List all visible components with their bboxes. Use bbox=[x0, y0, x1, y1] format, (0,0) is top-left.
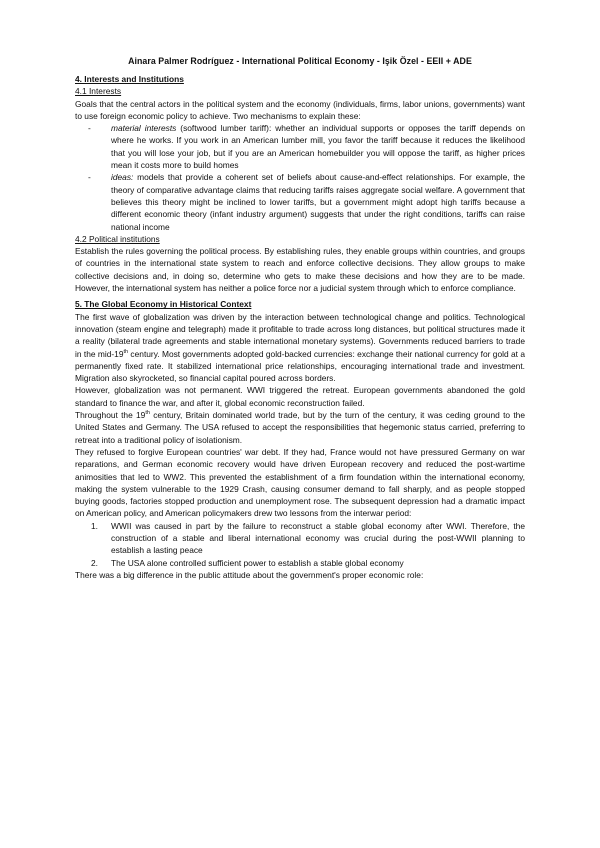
dash-bullet: - bbox=[88, 123, 91, 134]
list-item bbox=[75, 520, 525, 557]
list-item bbox=[75, 557, 525, 569]
material-interests-text: (softwood lumber tariff): whether an individual supports or opposes the tariff depends on where he works. If you work in an American lumber mill, you favor the tariff because it reduces the likelihood that you will lose your job, but if you are an American homebuilder you will oppose the tariff, as higher prices mean it costs more to build homes bbox=[111, 123, 526, 171]
political-institutions-text: Establish the rules governing the political process. By establishing rules, they enable groups within countries, and groups of countries in the international state system to reach and enforce collective decisions. They allow groups to make collective decisions and, in doing so, determine who gets to make these decisions and how they are to be made. However, the international system has neither a police force nor a judicial system through which to enforce compliance. bbox=[75, 246, 525, 294]
interests-intro: Goals that the central actors in the political system and the economy (individuals, firms, labor unions, governments) want to use foreign economic policy to achieve. Two mechanisms to explain these: bbox=[75, 98, 525, 121]
term-material-interests: material interests bbox=[111, 123, 177, 134]
list-item-text: WWII was caused in part by the failure to reconstruct a stable global economy after WWI. Therefore, the construction of a stable and liberal international economy was crucial during the post-WWII planning to establish a lasting peace bbox=[111, 520, 525, 556]
subsection-4-2-heading: 4.2 Political institutions bbox=[75, 233, 160, 244]
section-4-heading: 4. Interests and Institutions bbox=[75, 74, 184, 84]
term-ideas: ideas: bbox=[111, 172, 134, 183]
list-item-text: The USA alone controlled sufficient power to establish a stable global economy bbox=[111, 557, 404, 568]
war-debt-paragraph: They refused to forgive European countries' war debt. If they had, France would not have pressured Germany on war reparations, and German economic recovery would have driven European recovery and reduced the post-wartime animosities that led to WW2. This prevented the establishment of a firm foundation within the international economy, making the system vulnerable to the 1929 Crash, causing consumer demand to fall sharply, and as people stopped buying goods, factories stopped production and unemployment rose. The subsequent depression had a dramatic impact on American policy, and American policymakers drew two lessons from the interwar period: bbox=[75, 446, 525, 519]
document-body bbox=[75, 73, 525, 581]
list-item bbox=[75, 122, 525, 171]
subsection-4-1-heading: 4.1 Interests bbox=[75, 86, 122, 97]
interests-list bbox=[75, 122, 525, 233]
globalization-retreat-paragraph: However, globalization was not permanent. WWI triggered the retreat. European governments abandoned the gold standard to finance the war, and after it, global economic reconstruction failed. bbox=[75, 385, 525, 408]
public-attitude-paragraph: There was a big difference in the public attitude about the government's proper economic role: bbox=[75, 569, 424, 580]
britain-paragraph: Throughout the 19th century, Britain dominated world trade, but by the turn of the century, it was ceding ground to the United States and Germany. The USA refused to accept the responsibilities that hegemonic status carried, preferring to retreat into a traditional policy of isolationism. bbox=[75, 410, 525, 445]
lessons-list bbox=[75, 520, 525, 569]
section-5-heading: 5. The Global Economy in Historical Context bbox=[75, 299, 252, 310]
ideas-text: models that provide a coherent set of beliefs about cause-and-effect relationships. For example, the theory of comparative advantage claims that reducing tariffs raises aggregate social welfare. A government that believes this theory might be inclined to lower tariffs, but a government might adopt high tariffs because a different economic theory (infant industry argument) suggests that under the right conditions, tariffs can raise national income bbox=[111, 172, 525, 232]
list-number: 1. bbox=[91, 520, 98, 531]
page-header: Ainara Palmer Rodríguez - International Political Economy - Işik Özel - EEII + ADE bbox=[128, 56, 472, 66]
list-item bbox=[75, 171, 525, 232]
dash-bullet: - bbox=[88, 172, 91, 183]
first-wave-paragraph: The first wave of globalization was driven by the interaction between technological change and politics. Technological innovation (steam engine and telegraph) made it profitable to trade across long distances, but political structures made it a reality (bilateral trade agreements and stable international monetary systems). Governments reduced barriers to trade in the mid-19th century. Most governments adopted gold-backed currencies: exchange their national currency for gold at a permanently fixed rate. It stabilized international price relationships, encouraging international trade and investment. Migration also skyrocketed, so financial capital poured across borders. bbox=[75, 311, 525, 384]
list-number: 2. bbox=[91, 557, 98, 568]
